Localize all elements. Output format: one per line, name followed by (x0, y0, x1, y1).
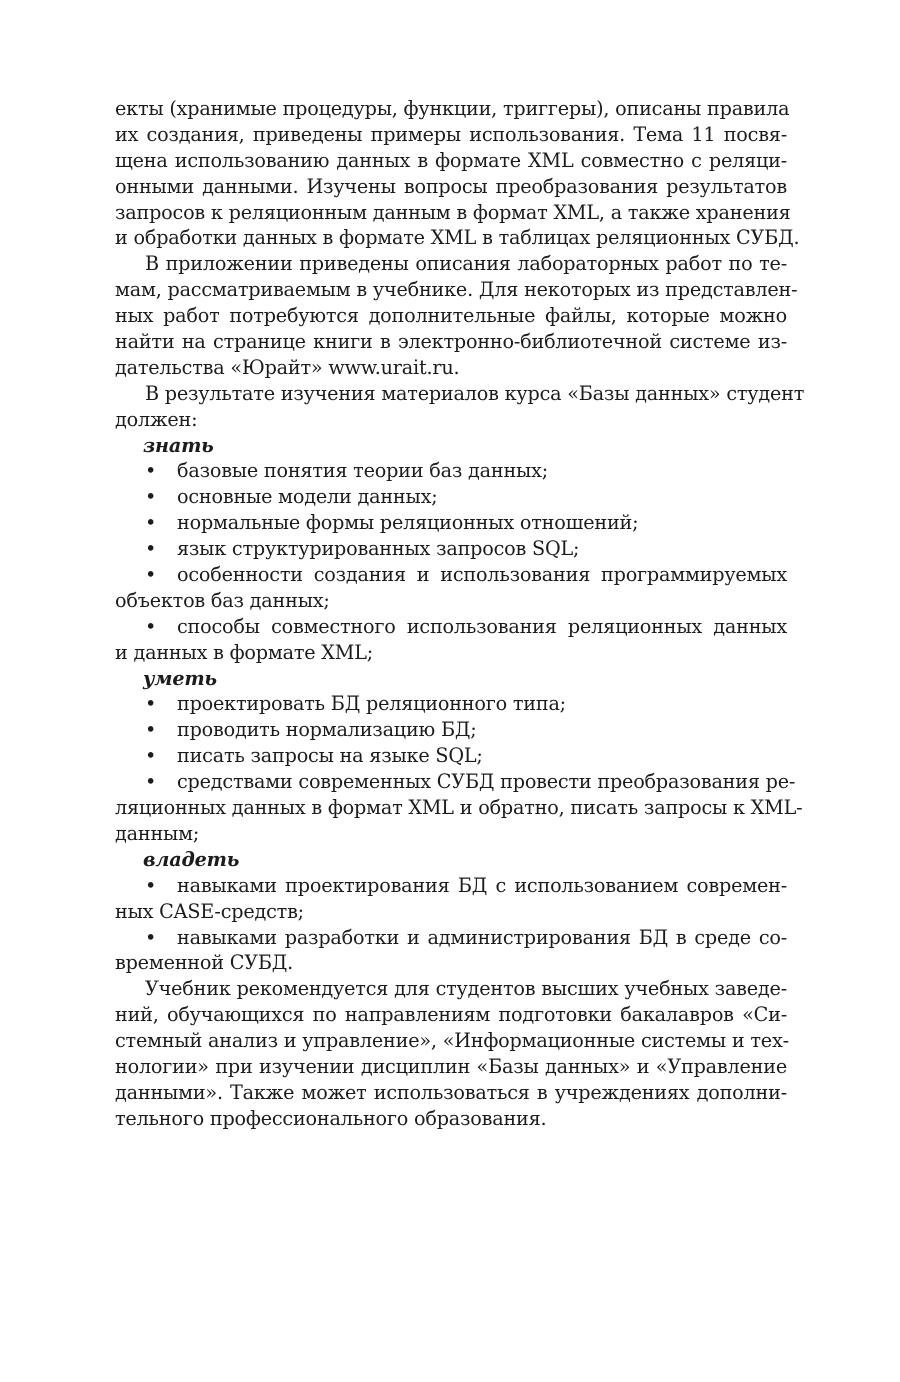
paragraph-line: Учебник рекомендуется для студентов высших учебных заведе- (145, 977, 787, 1001)
page-text (115, 96, 805, 1132)
bullet-icon: • (145, 692, 157, 716)
list-item (115, 484, 787, 510)
list-item-continuation: ных CASE-средств; (115, 899, 304, 923)
list-item (115, 458, 787, 484)
paragraph-line: должен: (115, 407, 198, 431)
list-item-continuation: временной СУБД. (115, 951, 294, 975)
list-item-text: проводить нормализацию БД; (177, 718, 477, 742)
paragraph-line: их создания, приведены примеры использования. Тема 11 посвя- (115, 122, 787, 146)
list-item (115, 562, 787, 588)
list-item-continuation: данным; (115, 821, 200, 845)
list-item-continuation: и данных в формате XML; (115, 640, 374, 664)
list-item-text: средствами современных СУБД провести преобразования ре- (177, 770, 796, 794)
list-item-text: навыками разработки и администрирования БД в среде со- (177, 925, 787, 949)
section-heading-can: уметь (143, 666, 217, 690)
list-item-text: базовые понятия теории баз данных; (177, 459, 549, 483)
paragraph-line: найти на странице книги в электронно-библиотечной системе из- (115, 330, 787, 354)
bullet-icon: • (145, 744, 157, 768)
paragraph-line: В приложении приведены описания лабораторных работ по те- (145, 252, 787, 276)
section-heading-know: знать (143, 433, 214, 457)
list-item (115, 691, 787, 717)
list-item (115, 510, 787, 536)
list-item (115, 925, 787, 951)
list-item (115, 717, 787, 743)
paragraph-line: нологии» при изучении дисциплин «Базы данных» и «Управление (115, 1054, 787, 1078)
paragraph-line: данными». Также может использоваться в учреждениях дополни- (115, 1080, 787, 1104)
list-item-text: нормальные формы реляционных отношений; (177, 511, 639, 535)
bullet-icon: • (145, 563, 157, 587)
list-item (115, 536, 787, 562)
bullet-icon: • (145, 614, 157, 638)
paragraph-line: мам, рассматриваемым в учебнике. Для некоторых из представлен- (115, 278, 798, 302)
section-heading-own: владеть (143, 847, 240, 871)
paragraph-line: ных работ потребуются дополнительные файлы, которые можно (115, 304, 787, 328)
list-item-continuation: объектов баз данных; (115, 588, 330, 612)
bullet-icon: • (145, 770, 157, 794)
bullet-icon: • (145, 718, 157, 742)
list-item-text: писать запросы на языке SQL; (177, 744, 483, 768)
bullet-icon: • (145, 537, 157, 561)
list-item-text: проектировать БД реляционного типа; (177, 692, 566, 716)
paragraph-line: щена использованию данных в формате XML совместно с реляци- (115, 148, 787, 172)
paragraph-line: онными данными. Изучены вопросы преобразования результатов (115, 174, 787, 198)
bullet-icon: • (145, 459, 157, 483)
list-item-continuation: ляционных данных в формат XML и обратно, писать запросы к XML- (115, 796, 803, 820)
bullet-icon: • (145, 485, 157, 509)
list-item-text: способы совместного использования реляционных данных (177, 614, 787, 638)
bullet-icon: • (145, 511, 157, 535)
bullet-icon: • (145, 925, 157, 949)
paragraph-line: екты (хранимые процедуры, функции, триггеры), описаны правила (115, 97, 790, 120)
paragraph-line: запросов к реляционным данным в формат XML, а также хранения (115, 200, 791, 224)
list-item-text: основные модели данных; (177, 485, 438, 509)
paragraph-line: ний, обучающихся по направлениям подготовки бакалавров «Си- (115, 1003, 787, 1027)
paragraph-line: В результате изучения материалов курса «Базы данных» студент (145, 381, 805, 405)
paragraph-line: стемный анализ и управление», «Информационные системы и тех- (115, 1029, 789, 1053)
paragraph-line: тельного профессионального образования. (115, 1106, 547, 1130)
list-item-text: язык структурированных запросов SQL; (177, 537, 580, 561)
list-item (115, 769, 796, 795)
list-item (115, 873, 787, 899)
list-item (115, 743, 787, 769)
bullet-icon: • (145, 873, 157, 897)
list-item-text: навыками проектирования БД с использованием современ- (177, 873, 787, 897)
list-item-text: особенности создания и использования программируемых (177, 563, 787, 587)
list-item (115, 614, 787, 640)
paragraph-line: дательства «Юрайт» www.urait.ru. (115, 355, 460, 379)
paragraph-line: и обработки данных в формате XML в таблицах реляционных СУБД. (115, 226, 800, 250)
